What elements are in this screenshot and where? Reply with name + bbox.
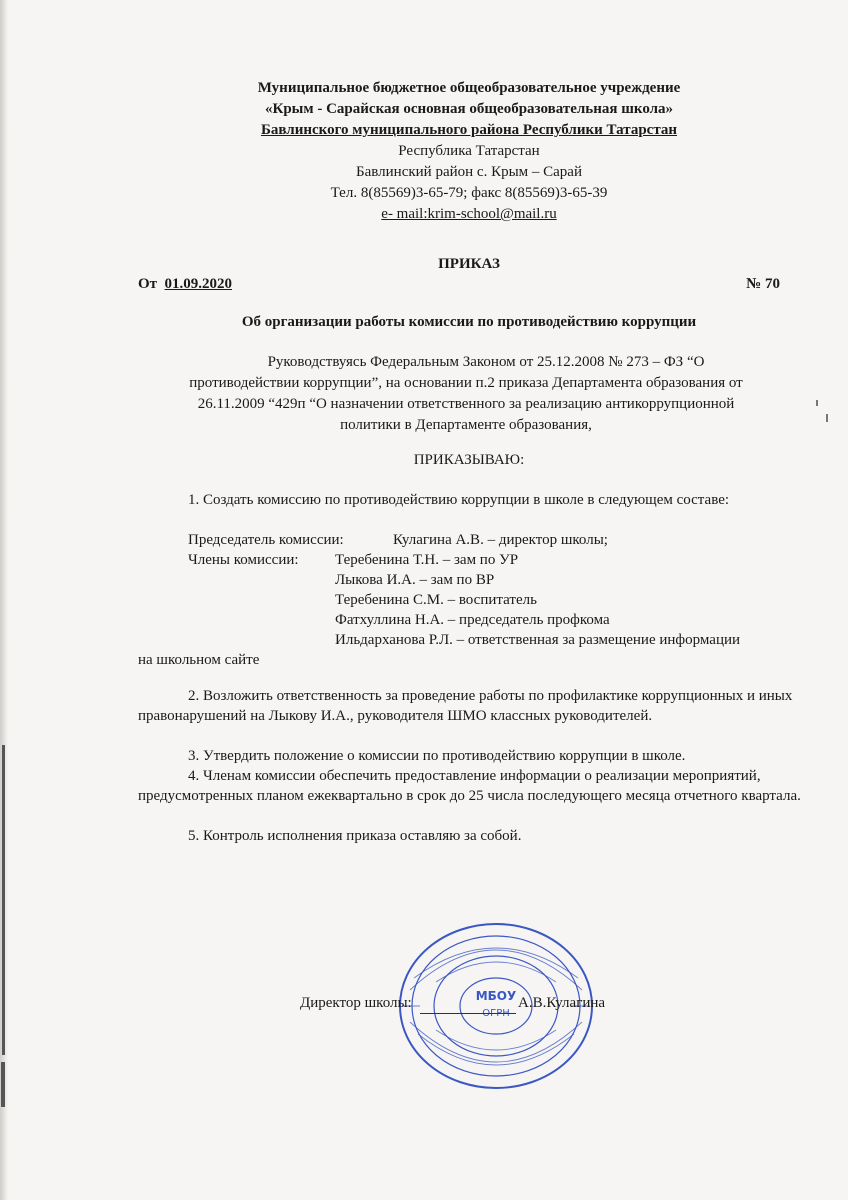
order-subject: Об организации работы комиссии по противодействию коррупции	[241, 314, 697, 330]
member-item: Ильдарханова Р.Л. – ответственная за размещение информации	[335, 632, 741, 648]
order-date: 01.09.2020	[164, 276, 233, 292]
scan-speck	[826, 414, 828, 422]
item-2: 2. Возложить ответственность за проведение работы по профилактике коррупционных и иных правонарушений на Лыкову И.А., руководителя ШМО классных руководителей.	[138, 688, 793, 724]
scan-mark	[2, 745, 5, 1055]
signature-line	[420, 1013, 516, 1014]
order-date-line	[138, 276, 780, 293]
preamble-line: Руководствуясь Федеральным Законом от 25.12.2008 № 273 – ФЗ “О	[267, 354, 705, 370]
item-1: 1. Создать комиссию по противодействию коррупции в школе в следующем составе:	[188, 492, 730, 508]
address-republic: Республика Татарстан	[398, 143, 540, 159]
item-3: 3. Утвердить положение о комиссии по противодействию коррупции в школе.	[188, 748, 686, 764]
preamble-line: политики в Департаменте образования,	[340, 417, 592, 433]
member-item: Теребенина С.М. – воспитатель	[335, 592, 537, 608]
org-name-line2: «Крым - Сарайская основная общеобразовательная школа»	[264, 101, 674, 117]
scan-speck	[816, 400, 818, 406]
member-item: Лыкова И.А. – зам по ВР	[335, 572, 495, 588]
seal-center-text: МБОУ	[475, 989, 517, 1003]
contact-phone: Тел. 8(85569)3-65-79; факс 8(85569)3-65-39	[330, 185, 608, 201]
signature-name: А.В.Кулагина	[518, 995, 606, 1011]
letterhead	[0, 78, 848, 225]
members-label: Члены комиссии:	[188, 552, 299, 568]
order-number: № 70	[746, 276, 780, 292]
org-name-line3: Бавлинского муниципального района Республики Татарстан	[260, 122, 678, 138]
item-5: 5. Контроль исполнения приказа оставляю за собой.	[188, 828, 522, 844]
chair-label: Председатель комиссии:	[188, 532, 344, 548]
contact-email: е- mail:krim-school@mail.ru	[381, 206, 557, 222]
chair-value: Кулагина А.В. – директор школы;	[393, 532, 608, 548]
preamble-line: противодействии коррупции”, на основании п.2 приказа Департамента образования от	[189, 375, 743, 391]
document-title: ПРИКАЗ	[438, 256, 500, 272]
item-4: 4. Членам комиссии обеспечить предоставление информации о реализации мероприятий, предусмотренных планом ежеквартально в срок до 25 числа последующего месяца отчетного квартала.	[138, 768, 801, 804]
date-prefix: От	[138, 276, 158, 292]
scan-mark	[1, 1062, 5, 1107]
order-word: ПРИКАЗЫВАЮ:	[413, 452, 525, 468]
member-item: Теребенина Т.Н. – зам по УР	[335, 552, 519, 568]
preamble	[136, 352, 796, 436]
member-item: Фатхуллина Н.А. – председатель профкома	[335, 612, 610, 628]
address-district: Бавлинский район с. Крым – Сарай	[356, 164, 582, 180]
members-tail: на школьном сайте	[138, 652, 260, 668]
org-name-line1: Муниципальное бюджетное общеобразовательное учреждение	[257, 80, 681, 96]
signature-position: Директор школы:	[300, 995, 412, 1011]
preamble-line: 26.11.2009 “429п “О назначении ответственного за реализацию антикоррупционной	[197, 396, 735, 412]
